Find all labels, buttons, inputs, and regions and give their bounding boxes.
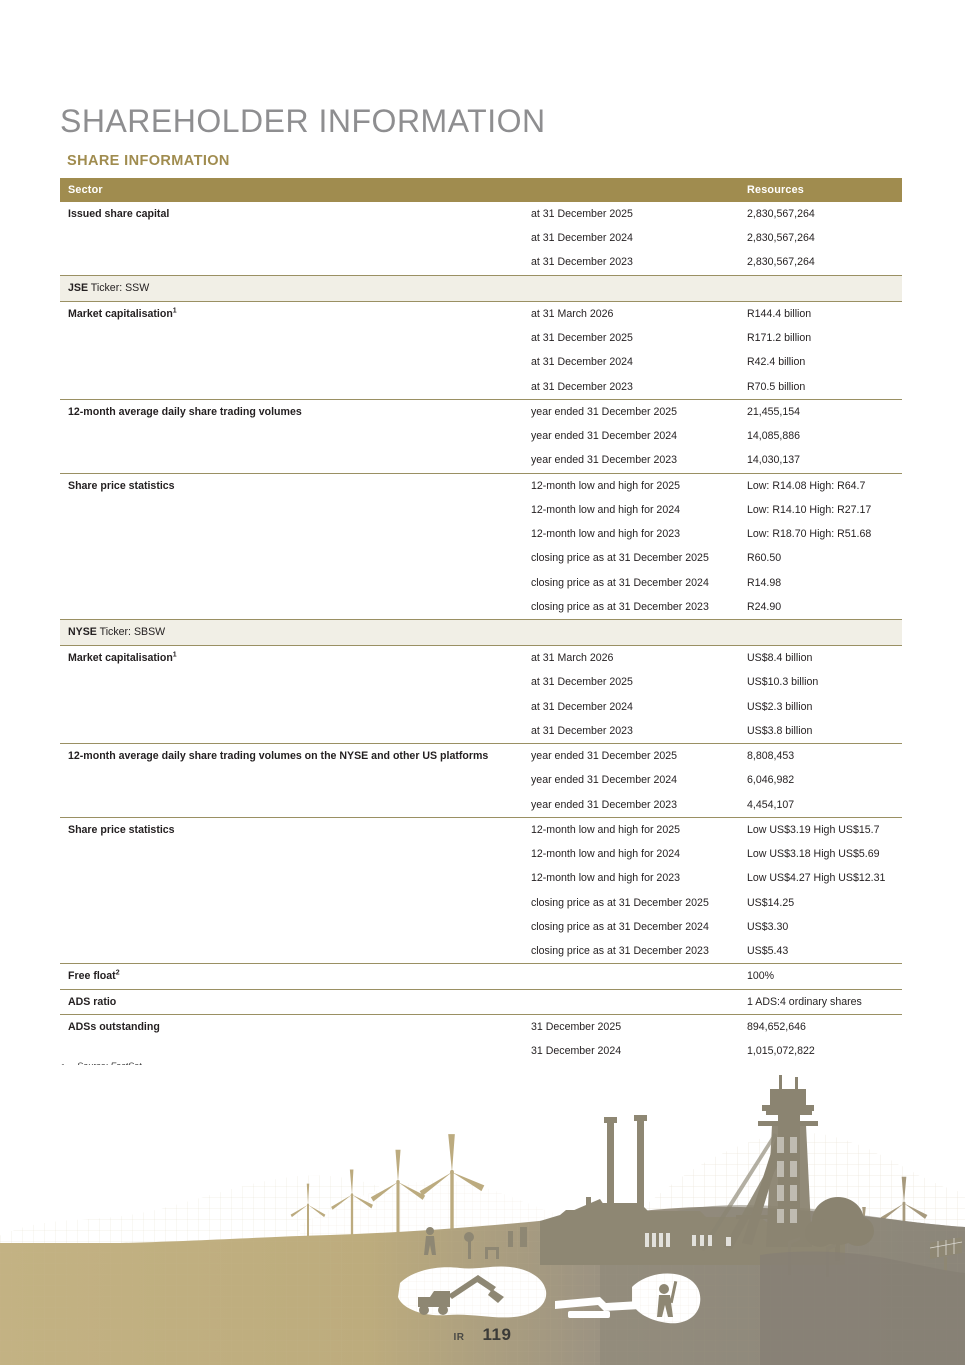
row-label-empty xyxy=(60,498,531,522)
row-value: 14,085,886 xyxy=(747,430,801,443)
footer-section-code: IR xyxy=(453,1332,465,1343)
row-value: Low US$3.19 High US$15.7 xyxy=(747,817,902,842)
row-label-empty xyxy=(60,768,531,792)
row-value: 8,808,453 xyxy=(747,744,902,769)
row-period: year ended 31 December 2023 xyxy=(531,454,678,467)
row-value: 2,830,567,264 xyxy=(747,208,815,220)
table-row xyxy=(60,768,902,792)
row-label-empty xyxy=(60,350,531,374)
table-row xyxy=(60,670,902,694)
row-period: 31 December 2024 xyxy=(531,1044,622,1057)
row-label-empty xyxy=(60,326,531,350)
row-period: 12-month low and high for 2024 xyxy=(531,848,681,861)
row-period: at 31 December 2023 xyxy=(531,256,633,269)
row-label-jse-market-capitalisation: Market capitalisation$^1$ xyxy=(60,301,531,326)
row-period: closing price as at 31 December 2024 xyxy=(531,576,709,589)
row-period: year ended 31 December 2024 xyxy=(531,774,678,787)
table-row xyxy=(60,1014,902,1039)
row-label-empty xyxy=(60,719,531,744)
row-value: 1 ADS:4 ordinary shares xyxy=(747,989,902,1014)
row-value: US$5.43 xyxy=(747,945,789,958)
row-label-free-float: Free float$^2$ xyxy=(60,964,531,989)
row-label-jse-share-price-statistics: Share price statistics xyxy=(60,473,531,498)
mining-landscape-illustration xyxy=(0,1065,965,1365)
row-label-empty xyxy=(60,695,531,719)
row-label-jse-trading-volumes: 12-month average daily share trading volumes xyxy=(60,399,531,424)
row-period: year ended 31 December 2024 xyxy=(531,430,678,443)
table-body xyxy=(60,202,902,1088)
row-period: 31 December 2025 xyxy=(531,1014,747,1039)
table-row xyxy=(60,571,902,595)
table-row xyxy=(60,891,902,915)
row-period: closing price as at 31 December 2025 xyxy=(531,896,709,909)
table-row xyxy=(60,744,902,769)
row-value: 2,830,567,264 xyxy=(747,232,815,245)
table-row xyxy=(60,546,902,570)
table-row xyxy=(60,326,902,350)
column-header-sector: Sector xyxy=(60,178,531,202)
row-period: year ended 31 December 2025 xyxy=(531,744,747,769)
row-period: 12-month low and high for 2025 xyxy=(531,473,747,498)
foreground-right-mass xyxy=(760,1252,965,1365)
row-value: R144.4 billion xyxy=(747,301,902,326)
row-value: 4,454,107 xyxy=(747,798,795,811)
table-row xyxy=(60,250,902,275)
table-head xyxy=(60,178,902,202)
row-value: US$8.4 billion xyxy=(747,646,902,671)
table-row xyxy=(60,375,902,400)
row-label-empty xyxy=(60,842,531,866)
table-header-row xyxy=(60,178,902,202)
ticker-label xyxy=(60,275,902,301)
row-label-empty xyxy=(60,546,531,570)
ticker-exchange: JSE xyxy=(68,281,89,294)
underground-excavation-left xyxy=(398,1267,546,1318)
page-footer xyxy=(0,1325,965,1345)
table-row xyxy=(60,350,902,374)
table-row xyxy=(60,939,902,964)
row-period: at 31 March 2026 xyxy=(531,301,747,326)
table-row xyxy=(60,473,902,498)
row-value: Low US$3.18 High US$5.69 xyxy=(747,848,880,861)
row-label-empty xyxy=(60,915,531,939)
row-period: at 31 March 2026 xyxy=(531,646,747,671)
row-period: 12-month low and high for 2025 xyxy=(531,817,747,842)
table-row xyxy=(60,226,902,250)
footnote-marker: 1 xyxy=(172,651,177,659)
table-row xyxy=(60,399,902,424)
row-value: 14,030,137 xyxy=(747,454,801,467)
share-information-table xyxy=(60,178,902,1088)
row-label-empty xyxy=(60,226,531,250)
row-period: 12-month low and high for 2023 xyxy=(531,528,681,541)
table-row xyxy=(60,866,902,890)
row-value: 1,015,072,822 xyxy=(747,1044,815,1057)
row-value: R24.90 xyxy=(747,600,782,613)
row-period: closing price as at 31 December 2023 xyxy=(531,945,709,958)
row-value: R42.4 billion xyxy=(747,356,806,369)
row-value: R70.5 billion xyxy=(747,380,806,393)
row-label-empty xyxy=(60,793,531,818)
row-label-nyse-share-price-statistics: Share price statistics xyxy=(60,817,531,842)
ticker-label xyxy=(60,619,902,645)
row-period: 12-month low and high for 2024 xyxy=(531,503,681,516)
ticker-exchange: NYSE xyxy=(68,625,97,638)
row-label-empty xyxy=(60,670,531,694)
row-period xyxy=(531,989,747,1014)
row-label-ads-outstanding: ADSs outstanding xyxy=(60,1014,531,1039)
row-value: US$3.30 xyxy=(747,920,789,933)
row-period: at 31 December 2024 xyxy=(531,356,633,369)
row-value: 2,830,567,264 xyxy=(747,256,815,269)
table-row xyxy=(60,719,902,744)
page-title: SHAREHOLDER INFORMATION xyxy=(60,103,546,139)
footnote-marker: 2 xyxy=(115,969,120,977)
row-period: at 31 December 2024 xyxy=(531,232,633,245)
row-label-empty xyxy=(60,424,531,448)
row-value: US$10.3 billion xyxy=(747,676,819,689)
row-period: closing price as at 31 December 2025 xyxy=(531,552,709,565)
table-row xyxy=(60,695,902,719)
table-row xyxy=(60,522,902,546)
row-period: at 31 December 2023 xyxy=(531,724,633,737)
row-label-empty xyxy=(60,866,531,890)
row-label-nyse-trading-volumes: 12-month average daily share trading volumes on the NYSE and other US platforms xyxy=(60,744,531,769)
row-value: R14.98 xyxy=(747,576,782,589)
row-label-empty xyxy=(60,448,531,473)
table-row xyxy=(60,817,902,842)
footnote-marker: 1 xyxy=(172,307,177,315)
row-value: 6,046,982 xyxy=(747,774,795,787)
row-label-ads-ratio: ADS ratio xyxy=(60,989,531,1014)
column-header-resources: Resources xyxy=(747,178,902,202)
row-value: R60.50 xyxy=(747,552,782,565)
row-label-empty xyxy=(60,375,531,400)
row-label-empty xyxy=(60,522,531,546)
table-row xyxy=(60,646,902,671)
row-label-empty xyxy=(60,939,531,964)
column-header-period xyxy=(531,178,747,202)
row-period: year ended 31 December 2023 xyxy=(531,798,678,811)
table-row xyxy=(60,448,902,473)
share-information-table-wrap xyxy=(60,178,902,1088)
table-row xyxy=(60,424,902,448)
row-label-empty xyxy=(60,250,531,275)
row-value: US$3.8 billion xyxy=(747,724,813,737)
row-label-issued-share-capital: Issued share capital xyxy=(68,208,170,220)
row-period: at 31 December 2024 xyxy=(531,700,633,713)
row-period: 12-month low and high for 2023 xyxy=(531,872,681,885)
row-value: US$2.3 billion xyxy=(747,700,813,713)
row-period: year ended 31 December 2025 xyxy=(531,399,747,424)
row-period: at 31 December 2023 xyxy=(531,380,633,393)
ticker-symbol: Ticker: SBSW xyxy=(96,625,166,638)
row-value: Low: R18.70 High: R51.68 xyxy=(747,528,872,541)
table-row xyxy=(60,793,902,818)
row-period: closing price as at 31 December 2024 xyxy=(531,920,709,933)
ticker-row-nyse-ticker xyxy=(60,619,902,645)
row-value: 894,652,646 xyxy=(747,1014,902,1039)
section-title: SHARE INFORMATION xyxy=(67,153,230,169)
row-value: R171.2 billion xyxy=(747,332,812,345)
table-row xyxy=(60,964,902,989)
row-value: Low: R14.08 High: R64.7 xyxy=(747,473,902,498)
table-row xyxy=(60,301,902,326)
table-row xyxy=(60,989,902,1014)
row-value: Low US$4.27 High US$12.31 xyxy=(747,872,886,885)
row-value: 100% xyxy=(747,964,902,989)
ticker-symbol: Ticker: SSW xyxy=(88,281,150,294)
table-row xyxy=(60,498,902,522)
row-value: US$14.25 xyxy=(747,896,795,909)
table-row xyxy=(60,202,902,226)
row-label-empty xyxy=(60,891,531,915)
row-period xyxy=(531,964,747,989)
table-row xyxy=(60,595,902,620)
row-label-empty xyxy=(60,595,531,620)
row-period: at 31 December 2025 xyxy=(531,676,633,689)
row-label-empty xyxy=(60,571,531,595)
row-value: Low: R14.10 High: R27.17 xyxy=(747,503,872,516)
table-row xyxy=(60,915,902,939)
row-period: closing price as at 31 December 2023 xyxy=(531,600,709,613)
row-label-nyse-market-capitalisation: Market capitalisation$^1$ xyxy=(60,646,531,671)
table-row xyxy=(60,842,902,866)
ticker-row-jse-ticker xyxy=(60,275,902,301)
row-period: at 31 December 2025 xyxy=(531,208,633,220)
row-value: 21,455,154 xyxy=(747,399,902,424)
footer-page-number: 119 xyxy=(482,1325,512,1344)
row-period: at 31 December 2025 xyxy=(531,332,633,345)
